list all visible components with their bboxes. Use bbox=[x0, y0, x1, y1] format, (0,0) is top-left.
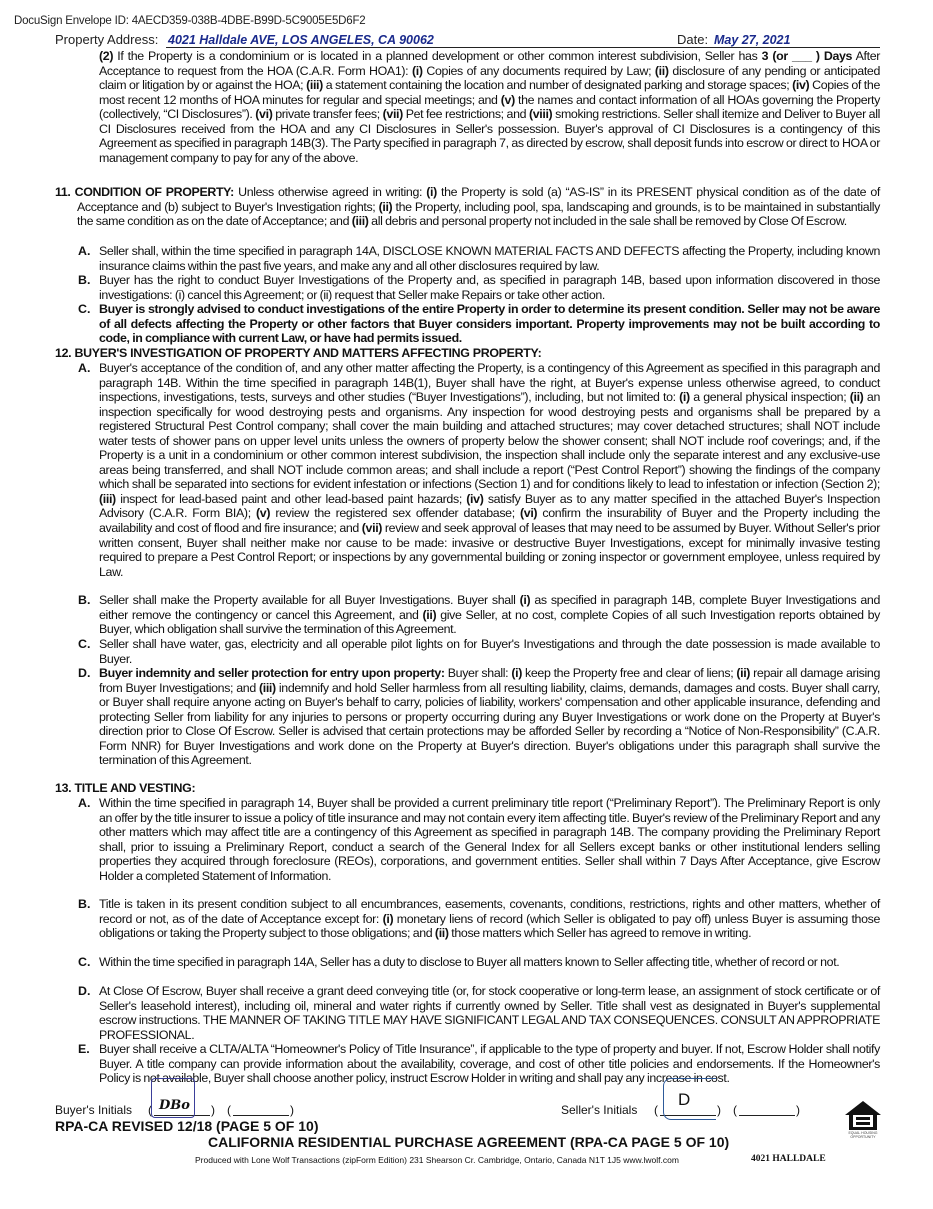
section-12-d: Buyer indemnity and seller protection for entry upon property: Buyer shall: (i) keep the Property free and clear of liens; (ii) repair all damage arising from Buyer Investigations; and (iii) indemnify and hold Seller harmless from all resulting liability, claims, demands, damages and costs. Buyer shall carry, or Buyer shall require anyone acting on Buyer's behalf to carry, policies of liability, workers' compensation and other applicable insurance, defending and protecting Seller from liability for any injuries to persons or property occurring during any Buyer Investigations or work done on the Property at Buyer's direction prior to Close Of Escrow. Seller is advised that certain protections may be afforded Seller by recording a “Notice of Non-Responsibility” (C.A.R. Form NNR) for Buyer Investigations and work done on the Property at Buyer's direction. Buyer's obligations under this paragraph shall survive the termination of this Agreement. bbox=[99, 666, 880, 768]
section-13-b: Title is taken in its present condition subject to all encumbrances, easements, covenants, conditions, restrictions, rights and other matters, whether of record or not, as of the date of Acceptance except for: (i) monetary liens of record (which Seller is obligated to pay off) unless Buyer is assuming those obligations or taking the Property subject to those obligations; and (ii) those matters which Seller has agreed to remove in writing. bbox=[99, 897, 881, 941]
date-underline bbox=[711, 47, 880, 48]
section-12-c-label: C. bbox=[78, 637, 91, 651]
section-11-b-label: B. bbox=[78, 273, 91, 287]
section-11-a: Seller shall, within the time specified in paragraph 14A, DISCLOSE KNOWN MATERIAL FACTS AND DEFECTS affecting the Property, including known insurance claims within the past five years, and make any and all other disclosures required by law. bbox=[99, 244, 880, 273]
file-name: 4021 HALLDALE bbox=[751, 1154, 826, 1164]
buyer-initial-2-close: ) bbox=[290, 1103, 294, 1117]
buyer-initial-2-field[interactable] bbox=[233, 1103, 289, 1116]
seller-initial-2-open: ( bbox=[733, 1103, 737, 1117]
section-12-b: Seller shall make the Property available for all Buyer Investigations. Buyer shall (i) as specified in paragraph 14B, complete Buyer Investigations and either remove the contingency or cancel this Agreement, and (ii) give Seller, at no cost, complete Copies of all such Investigation reports obtained by Buyer, which obligation shall survive the termination of this Agreement. bbox=[99, 593, 881, 637]
section-13-e: Buyer shall receive a CLTA/ALTA “Homeowner's Policy of Title Insurance”, if applicable to the type of property and buyer. If not, Escrow Holder shall notify Buyer. A title company can provide information about the availability, coverage, and cost of other title policies and endorsements. If the Homeowner's Policy is not available, Buyer shall choose another policy, instruct Escrow Holder in writing and shall pay any increase in cost. bbox=[99, 1042, 880, 1086]
seller-initial-1-close: ) bbox=[717, 1103, 721, 1117]
section-13-heading: 13. TITLE AND VESTING: bbox=[55, 781, 196, 795]
section-12-a: Buyer's acceptance of the condition of, and any other matter affecting the Property, is a contingency of this Agreement as specified in this paragraph and paragraph 14B. Within the time specified in paragraph 14B(1), Buyer shall have the right, at Buyer's expense unless otherwise agreed, to conduct inspections, investigations, tests, surveys and other studies (“Buyer Investigations”), including, but not limited to: (i) a general physical inspection; (ii) an inspection specifically for wood destroying pests and organisms. Any inspection for wood destroying pests and organisms shall be prepared by a registered Structural Pest Control company; shall cover the main building and attached structures; may cover detached structures; shall NOT include water tests of shower pans on upper level units unless the owners of property below the shower consent; shall NOT include roof coverings; and, if the Property is a unit in a condominium or other common interest subdivision, the inspection shall include only the separate interest and any exclusive-use areas being transferred, and shall NOT include common areas; and shall include a report (“Pest Control Report”) showing the findings of the company which shall be separated into sections for evident infestation or infections (Section 1) and for conditions likely to lead to infestation or infection (Section 2); (iii) inspect for lead-based paint and other lead-based paint hazards; (iv) satisfy Buyer as to any matter specified in the attached Buyer's Inspection Advisory (C.A.R. Form BIA); (v) review the registered sex offender database; (vi) confirm the insurability of Buyer and the Property including the availability and cost of flood and fire insurance; and (vii) review and seek approval of leases that may need to be assumed by Buyer. Without Seller's prior written consent, Buyer shall neither make nor cause to be made: invasive or destructive Buyer Investigations, except for minimally invasive testing required to prepare a Pest Control Report; or inspections by any governmental building or zoning inspector or government employee, unless required by Law. bbox=[99, 361, 880, 579]
section-12-b-label: B. bbox=[78, 593, 91, 607]
section-13-a: Within the time specified in paragraph 14, Buyer shall be provided a current preliminary title report (“Preliminary Report”). The Preliminary Report is only an offer by the title insurer to issue a policy of title insurance and may not contain every item affecting title. Buyer's review of the Preliminary Report and any other matters which may affect title are a contingency of this Agreement as specified in paragraph 14B. The company providing the Preliminary Report shall, prior to issuing a Preliminary Report, conduct a search of the General Index for all Sellers except banks or other institutional lenders selling properties they acquired through foreclosure (REOs), corporations, and government entities. Seller shall within 7 Days After Acceptance, give Escrow Holder a completed Statement of Information. bbox=[99, 796, 880, 883]
section-13-c-label: C. bbox=[78, 955, 91, 969]
seller-initial-2-close: ) bbox=[796, 1103, 800, 1117]
section-12-heading: 12. BUYER'S INVESTIGATION OF PROPERTY AND MATTERS AFFECTING PROPERTY: bbox=[55, 346, 542, 360]
date-value: May 27, 2021 bbox=[714, 33, 791, 47]
section-13-a-label: A. bbox=[78, 796, 91, 810]
form-title: CALIFORNIA RESIDENTIAL PURCHASE AGREEMENT (RPA-CA PAGE 5 OF 10) bbox=[208, 1134, 730, 1150]
section-13-d-label: D. bbox=[78, 984, 91, 998]
produced-with: Produced with Lone Wolf Transactions (zipForm Edition) 231 Shearson Cr. Cambridge, Ontario, Canada N1T 1J5 www.lwolf.com bbox=[195, 1155, 679, 1165]
date-label: Date: bbox=[677, 32, 709, 47]
equal-housing-label: EQUAL HOUSING OPPORTUNITY bbox=[848, 1131, 878, 1139]
buyer-initial-1-open: ( bbox=[148, 1103, 152, 1117]
buyer-initials-label: Buyer's Initials bbox=[55, 1103, 132, 1117]
section-13-e-label: E. bbox=[78, 1042, 90, 1056]
seller-initials-label: Seller's Initials bbox=[561, 1103, 638, 1117]
section-11: 11. CONDITION OF PROPERTY: Unless otherwise agreed in writing: (i) the Property is sold (a) “AS-IS” in its PRESENT physical condition as of the date of Acceptance and (b) subject to Buyer's Investigation rights; (ii) the Property, including pool, spa, landscaping and grounds, is to be maintained in substantially the same condition as on the date of Acceptance; and (iii) all debris and personal property not included in the sale shall be removed by Close Of Escrow. bbox=[55, 185, 880, 229]
section-11-c: Buyer is strongly advised to conduct investigations of the entire Property in order to determine its present condition. Seller may not be aware of all defects affecting the Property or other factors that Buyer considers important. Property improvements may not be built according to code, in compliance with current Law, or have had permits issued. bbox=[99, 302, 880, 346]
seller-initial-1-open: ( bbox=[654, 1103, 658, 1117]
seller-initial-2-field[interactable] bbox=[739, 1103, 795, 1116]
section-13-c: Within the time specified in paragraph 14A, Seller has a duty to disclose to Buyer all matters known to Seller affecting title, whether of record or not. bbox=[99, 955, 840, 969]
seller-initial-1-signature: D bbox=[678, 1090, 691, 1109]
section-13-b-label: B. bbox=[78, 897, 91, 911]
property-address-value: 4021 Halldale AVE, LOS ANGELES, CA 90062 bbox=[168, 33, 434, 47]
page-header bbox=[55, 32, 880, 48]
envelope-id: DocuSign Envelope ID: 4AECD359-038B-4DBE-B99D-5C9005E5D6F2 bbox=[14, 15, 366, 27]
section-11-heading: 11. CONDITION OF PROPERTY: bbox=[55, 185, 234, 199]
form-revision: RPA-CA REVISED 12/18 (PAGE 5 OF 10) bbox=[55, 1118, 319, 1134]
buyer-initial-1-signature: DBo bbox=[159, 1098, 190, 1113]
property-address-label: Property Address: bbox=[55, 32, 159, 47]
section-11-b: Buyer has the right to conduct Buyer Investigations of the Property and, as specified in paragraph 14B, based upon information discovered in those investigations: (i) cancel this Agreement; or (ii) request that Seller make Repairs or take other action. bbox=[99, 273, 880, 302]
section-12-c: Seller shall have water, gas, electricity and all operable pilot lights on for Buyer's Investigations and through the date possession is made available to Buyer. bbox=[99, 637, 880, 666]
section-11-c-label: C. bbox=[78, 302, 91, 316]
paragraph-10-2: (2) If the Property is a condominium or is located in a planned development or other common interest subdivision, Seller has 3 (or ___ ) Days After Acceptance to request from the HOA (C.A.R. Form HOA1): (i) Copies of any documents required by Law; (ii) disclosure of any pending or anticipated claim or litigation by or against the HOA; (iii) a statement containing the location and number of designated parking and storage spaces; (iv) Copies of the most recent 12 months of HOA minutes for regular and special meetings; and (v) the names and contact information of all HOAs governing the Property (collectively, “CI Disclosures”). (vi) private transfer fees; (vii) Pet fee restrictions; and (viii) smoking restrictions. Seller shall itemize and Deliver to Buyer all CI Disclosures received from the HOA and any CI Disclosures in Seller's possession. Buyer's approval of CI Disclosures is a contingency of this Agreement as specified in paragraph 14B(3). The Party specified in paragraph 7, as directed by escrow, shall deposit funds into escrow or direct to HOA or management company to pay for any of the above. bbox=[99, 49, 881, 165]
section-11-a-label: A. bbox=[78, 244, 91, 258]
buyer-initial-1-close: ) bbox=[211, 1103, 215, 1117]
section-12-a-label: A. bbox=[78, 361, 91, 375]
section-12-d-label: D. bbox=[78, 666, 91, 680]
section-13-d: At Close Of Escrow, Buyer shall receive a grant deed conveying title (or, for stock cooperative or long-term lease, an assignment of stock certificate or of Seller's leasehold interest), including oil, mineral and water rights if currently owned by Seller. Title shall vest as designated in Buyer's supplemental escrow instructions. THE MANNER OF TAKING TITLE MAY HAVE SIGNIFICANT LEGAL AND TAX CONSEQUENCES. CONSULT AN APPROPRIATE PROFESSIONAL. bbox=[99, 984, 880, 1042]
buyer-initial-2-open: ( bbox=[227, 1103, 231, 1117]
property-address-underline bbox=[166, 47, 728, 48]
